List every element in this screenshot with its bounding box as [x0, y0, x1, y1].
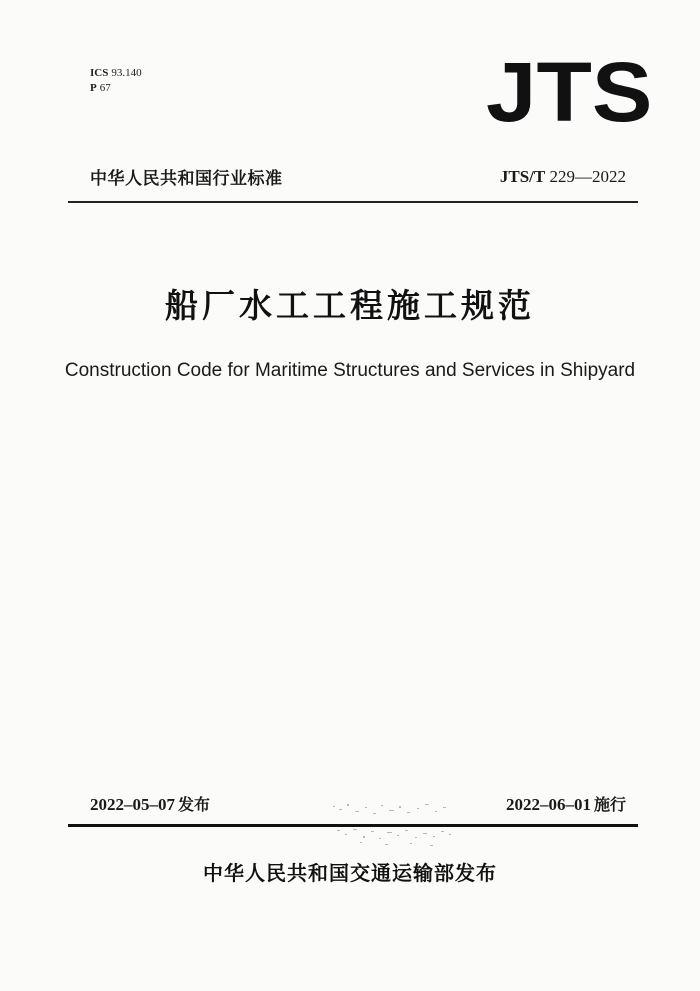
effective-date-label: 施行 — [593, 795, 626, 814]
publisher: 中华人民共和国交通运输部发布 — [203, 861, 497, 885]
page-title-chinese: 船厂水工工程施工规范 — [165, 286, 535, 325]
issue-date-value: 2022–05–07 — [90, 795, 175, 814]
header-divider — [68, 201, 638, 203]
p-label: P — [90, 82, 97, 94]
classification-codes — [90, 66, 142, 96]
p-code — [90, 81, 142, 96]
ics-label: ICS — [90, 67, 109, 79]
jts-logo: JTS — [486, 45, 653, 139]
standard-number — [500, 167, 626, 187]
effective-date-value: 2022–06–01 — [505, 795, 591, 814]
standard-number-prefix: JTS/T — [499, 167, 546, 186]
page-title-english: Construction Code for Maritime Structures and Services in Shipyard — [64, 360, 636, 381]
standard-category: 中华人民共和国行业标准 — [90, 169, 283, 189]
issue-date — [90, 792, 210, 815]
issue-date-label: 发布 — [178, 795, 211, 814]
ics-code — [90, 66, 142, 81]
p-value: 67 — [99, 82, 111, 94]
footer-divider — [68, 824, 638, 827]
effective-date — [506, 792, 626, 815]
ics-value: 93.140 — [111, 67, 142, 79]
standard-number-value: 229—2022 — [549, 167, 626, 186]
